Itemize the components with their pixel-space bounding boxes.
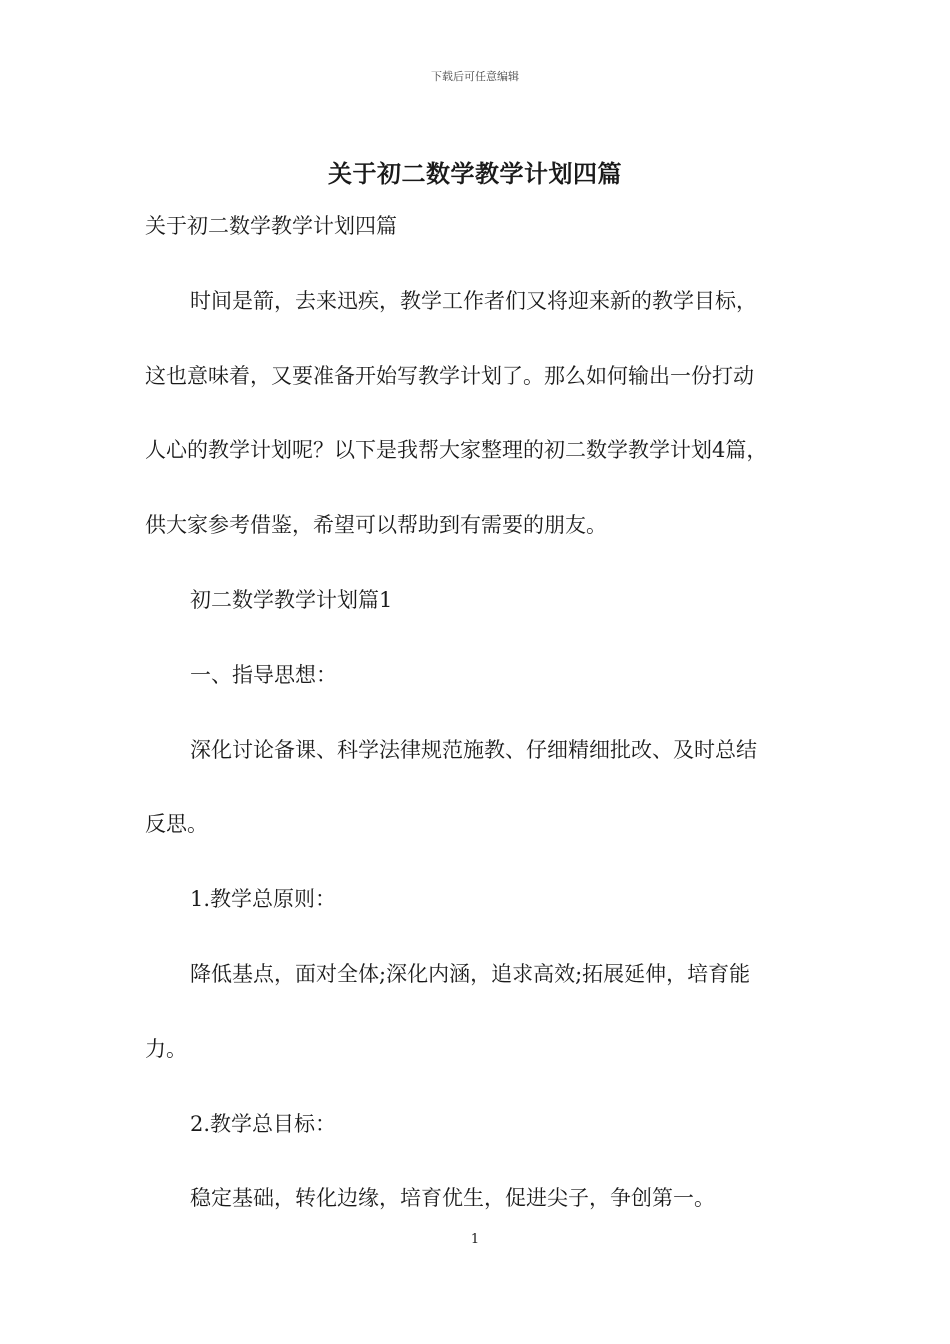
guiding-text-line-1: 深化讨论备课、科学法律规范施教、仔细精细批改、及时总结 — [190, 738, 757, 762]
document-title: 关于初二数学教学计划四篇 — [328, 159, 622, 188]
section-heading: 初二数学教学计划篇1 — [190, 588, 393, 612]
header-note: 下载后可任意编辑 — [431, 70, 519, 83]
intro-line-2: 这也意味着，又要准备开始写教学计划了。那么如何输出一份打动 — [145, 364, 754, 388]
guiding-heading: 一、指导思想： — [190, 663, 337, 687]
intro-line-3: 人心的教学计划呢？以下是我帮大家整理的初二数学教学计划4篇， — [145, 438, 768, 462]
guiding-text-line-2: 反思。 — [145, 812, 208, 836]
intro-line-4: 供大家参考借鉴，希望可以帮助到有需要的朋友。 — [145, 513, 607, 537]
principle-text-line-2: 力。 — [145, 1037, 187, 1061]
principle-text-line-1: 降低基点，面对全体;深化内涵，追求高效;拓展延伸，培育能 — [190, 962, 751, 986]
goal-text: 稳定基础，转化边缘，培育优生，促进尖子，争创第一。 — [190, 1186, 715, 1210]
page-number: 1 — [470, 1232, 480, 1247]
intro-line-1: 时间是箭，去来迅疾，教学工作者们又将迎来新的教学目标， — [190, 289, 757, 313]
goal-heading: 2.教学总目标： — [190, 1112, 337, 1136]
subtitle-line: 关于初二数学教学计划四篇 — [145, 214, 397, 238]
principle-heading: 1.教学总原则： — [190, 887, 337, 911]
